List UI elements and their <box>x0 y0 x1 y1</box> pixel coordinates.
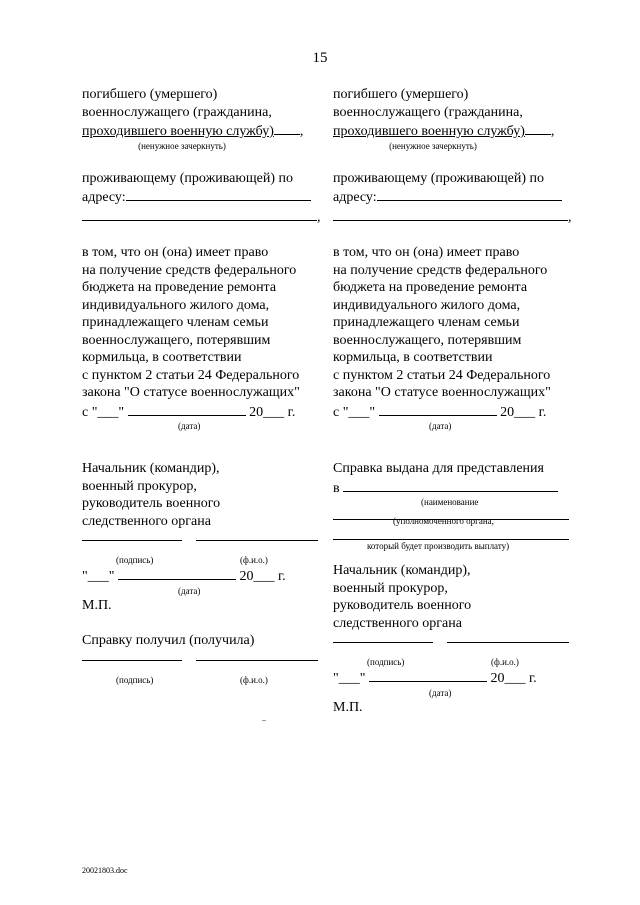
signature-labels <box>82 552 322 566</box>
sign-date-line <box>118 566 236 580</box>
right-text-1: в том, что он (она) имеет право <box>333 245 520 260</box>
right-text-4: индивидуального жилого дома, <box>333 297 521 313</box>
right-text-1: в том, что он (она) имеет право <box>82 245 269 260</box>
deceased-line-3-wrap: проходившего военную службу) , <box>333 121 573 141</box>
received-signature-row <box>82 650 322 672</box>
right-text-5: принадлежащего членам семьи <box>82 315 269 330</box>
page-number: 15 <box>312 50 328 66</box>
date-year: 20___ г. <box>500 404 547 420</box>
right-text-8: с пунктом 2 статьи 24 Федерального <box>82 367 300 383</box>
right-text-6: военнослужащего, потерявшим <box>333 332 522 348</box>
sign-date-prefix: "___" <box>82 569 115 584</box>
right-text-2: на получение средств федерального <box>333 262 548 278</box>
received-name-line <box>196 660 318 661</box>
chief-2: военный прокурор, <box>333 580 448 596</box>
authorized-label: (уполномоченного органа, <box>393 516 494 526</box>
received-name-label: (ф.и.о.) <box>240 674 268 685</box>
sign-date-year: 20___ г. <box>239 569 286 584</box>
deceased-line-1: погибшего (умершего) <box>82 87 218 102</box>
name-label: (ф.и.о.) <box>240 555 268 565</box>
deceased-line-2: военнослужащего (гражданина, <box>82 104 272 120</box>
right-column <box>333 86 573 716</box>
address-label: адресу: <box>82 190 126 205</box>
signature-labels <box>333 654 573 668</box>
stamp: М.П. <box>333 699 363 715</box>
deceased-line-3-wrap: проходившего военную службу) , <box>82 121 322 141</box>
date-year: 20___ г. <box>249 404 296 420</box>
issued-in: в <box>333 480 340 496</box>
sign-date-row <box>333 668 573 688</box>
chief-4: следственного органа <box>82 513 211 529</box>
fill-line <box>525 121 551 135</box>
chief-1: Начальник (командир), <box>333 563 471 578</box>
payment-row <box>333 527 573 541</box>
sign-date-label: (дата) <box>178 585 201 596</box>
sign-date-line <box>369 668 487 682</box>
residing-line-1: проживающему (проживающей) по <box>333 170 544 186</box>
date-row <box>333 402 573 422</box>
address-row <box>333 187 573 207</box>
right-text-5: принадлежащего членам семьи <box>333 315 520 330</box>
right-text-4: индивидуального жилого дома, <box>82 297 270 313</box>
address-line-2 <box>333 207 568 221</box>
strike-note: (ненужное зачеркнуть) <box>138 140 226 151</box>
org-name-label: (наименование <box>421 497 479 507</box>
right-text-7: кормильца, в соответствии <box>82 350 242 365</box>
name-label: (ф.и.о.) <box>491 657 519 667</box>
chief-1: Начальник (командир), <box>82 461 220 476</box>
sign-date-year: 20___ г. <box>490 671 537 686</box>
chief-3: руководитель военного <box>333 598 472 613</box>
date-prefix: с "___" <box>333 404 376 420</box>
authorized-row <box>333 508 573 516</box>
left-column <box>82 86 322 686</box>
right-text-9: закона "О статусе военнослужащих" <box>333 385 551 400</box>
right-text-8: с пунктом 2 статьи 24 Федерального <box>333 367 551 383</box>
date-line <box>379 402 497 416</box>
right-text-3: бюджета на проведение ремонта <box>333 280 528 295</box>
address-line-2 <box>82 207 317 221</box>
deceased-line-2: военнослужащего (гражданина, <box>333 104 523 120</box>
footer-filename: 20021803.doc <box>82 866 128 875</box>
signature-label: (подпись) <box>116 555 154 565</box>
deceased-line-3: проходившего военную службу) <box>333 124 525 139</box>
signature-row <box>333 632 573 654</box>
issued-in-row <box>333 478 573 498</box>
issued: Справка выдана для представления <box>333 461 544 476</box>
sign-date-row <box>82 566 322 586</box>
right-text-2: на получение средств федерального <box>82 262 297 278</box>
date-row <box>82 402 322 422</box>
received-signature-labels <box>82 672 322 686</box>
received-signature-label: (подпись) <box>116 674 154 685</box>
payment-line <box>333 527 569 540</box>
signature-label: (подпись) <box>367 657 405 667</box>
date-line <box>128 402 246 416</box>
name-line <box>447 642 569 643</box>
stamp: М.П. <box>82 597 112 613</box>
date-label: (дата) <box>178 421 201 431</box>
signature-line <box>333 642 433 643</box>
deceased-line-3: проходившего военную службу) <box>82 124 274 139</box>
issued-in-line <box>343 478 558 492</box>
strike-note: (ненужное зачеркнуть) <box>389 140 477 151</box>
chief-4: следственного органа <box>333 615 462 631</box>
signature-row <box>82 530 322 552</box>
date-prefix: с "___" <box>82 404 125 420</box>
chief-3: руководитель военного <box>82 496 221 511</box>
authorized-line <box>333 513 569 520</box>
received: Справку получил (получила) <box>82 633 255 648</box>
right-text-7: кормильца, в соответствии <box>333 350 493 365</box>
name-line <box>196 540 318 541</box>
date-label: (дата) <box>429 421 452 431</box>
deceased-line-1: погибшего (умершего) <box>333 87 469 102</box>
sign-date-prefix: "___" <box>333 671 366 686</box>
received-signature-line <box>82 660 182 661</box>
right-text-9: закона "О статусе военнослужащих" <box>82 385 300 400</box>
right-text-6: военнослужащего, потерявшим <box>82 332 271 348</box>
sign-date-label: (дата) <box>429 687 452 698</box>
address-label: адресу: <box>333 190 377 205</box>
payment-label: который будет производить выплату) <box>367 541 510 551</box>
address-row-2: , <box>333 207 573 227</box>
address-row <box>82 187 322 207</box>
chief-2: военный прокурор, <box>82 478 197 494</box>
address-line <box>126 187 311 201</box>
address-line <box>377 187 562 201</box>
scan-mark <box>262 720 266 721</box>
fill-line <box>274 121 300 135</box>
address-row-2: , <box>82 207 322 227</box>
right-text-3: бюджета на проведение ремонта <box>82 280 277 295</box>
residing-line-1: проживающему (проживающей) по <box>82 170 293 186</box>
signature-line <box>82 540 182 541</box>
